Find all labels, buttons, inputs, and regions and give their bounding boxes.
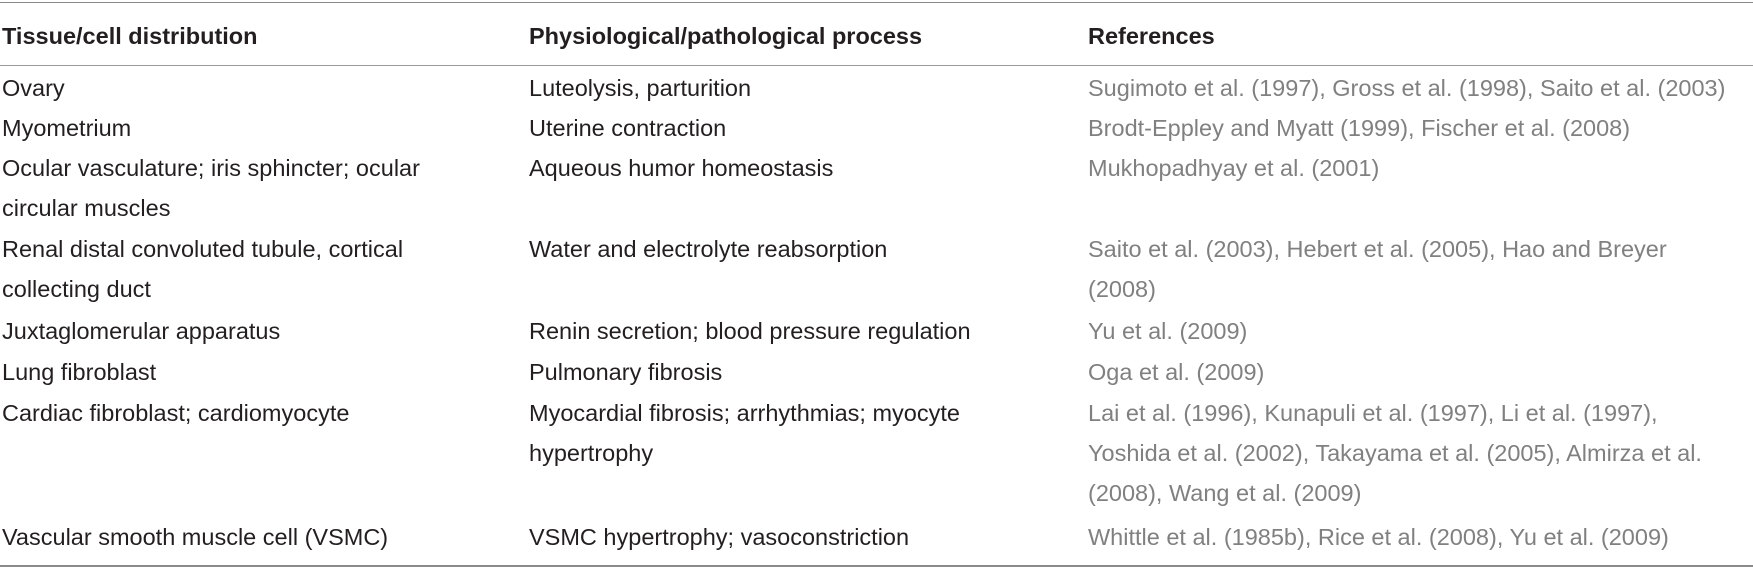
cell-line: Renal distal convoluted tubule, cortical [2, 236, 404, 262]
reference-line[interactable]: Yoshida et al. (2002), Takayama et al. (2005), Almirza et al. [1088, 440, 1702, 466]
header-tissue: Tissue/cell distribution [2, 23, 258, 49]
process-cell [529, 108, 1049, 148]
reference-line[interactable]: Mukhopadhyay et al. (2001) [1088, 155, 1380, 181]
process-cell [529, 517, 1049, 557]
tissue-cell [2, 148, 502, 228]
cell-line: circular muscles [2, 195, 171, 221]
process-cell [529, 68, 1049, 108]
references-cell [1088, 517, 1753, 557]
references-cell [1088, 68, 1753, 108]
references-cell [1088, 148, 1753, 188]
reference-line[interactable]: Yu et al. (2009) [1088, 318, 1248, 344]
reference-line[interactable]: Sugimoto et al. (1997), Gross et al. (1998), Saito et al. (2003) [1088, 75, 1726, 101]
reference-line[interactable]: Whittle et al. (1985b), Rice et al. (2008), Yu et al. (2009) [1088, 524, 1669, 550]
tissue-cell [2, 393, 502, 433]
references-cell [1088, 108, 1753, 148]
cell-line: Uterine contraction [529, 115, 727, 141]
cell-line: Cardiac fibroblast; cardiomyocyte [2, 400, 350, 426]
cell-line: Renin secretion; blood pressure regulation [529, 318, 971, 344]
references-cell [1088, 352, 1753, 392]
cell-line: Myometrium [2, 115, 132, 141]
process-cell [529, 393, 1049, 473]
process-cell [529, 311, 1049, 351]
cell-line: collecting duct [2, 276, 151, 302]
cell-line: Water and electrolyte reabsorption [529, 236, 888, 262]
process-cell [529, 229, 1049, 269]
reference-line[interactable]: Oga et al. (2009) [1088, 359, 1265, 385]
cell-line: Myocardial fibrosis; arrhythmias; myocyte [529, 400, 960, 426]
tissue-cell [2, 352, 502, 392]
table-header-rule [0, 65, 1753, 66]
reference-line[interactable]: Saito et al. (2003), Hebert et al. (2005), Hao and Breyer [1088, 236, 1667, 262]
tissue-cell [2, 108, 502, 148]
tissue-cell [2, 229, 502, 309]
tissue-cell [2, 68, 502, 108]
reference-line[interactable]: (2008) [1088, 276, 1156, 302]
reference-line[interactable]: (2008), Wang et al. (2009) [1088, 480, 1362, 506]
process-cell [529, 148, 1049, 188]
cell-line: Aqueous humor homeostasis [529, 155, 834, 181]
cell-line: Ocular vasculature; iris sphincter; ocular [2, 155, 420, 181]
references-cell [1088, 393, 1753, 513]
reference-line[interactable]: Lai et al. (1996), Kunapuli et al. (1997), Li et al. (1997), [1088, 400, 1658, 426]
cell-line: Juxtaglomerular apparatus [2, 318, 281, 344]
cell-line: Vascular smooth muscle cell (VSMC) [2, 524, 389, 550]
cell-line: Ovary [2, 75, 65, 101]
reference-line[interactable]: Brodt-Eppley and Myatt (1999), Fischer et al. (2008) [1088, 115, 1631, 141]
table-top-rule [0, 2, 1753, 3]
header-process: Physiological/pathological process [529, 23, 923, 49]
header-references: References [1088, 23, 1215, 49]
references-cell [1088, 311, 1753, 351]
tissue-cell [2, 311, 502, 351]
cell-line: hypertrophy [529, 440, 654, 466]
cell-line: VSMC hypertrophy; vasoconstriction [529, 524, 910, 550]
process-cell [529, 352, 1049, 392]
references-cell [1088, 229, 1753, 309]
cell-line: Pulmonary fibrosis [529, 359, 723, 385]
tissue-cell [2, 517, 502, 557]
cell-line: Luteolysis, parturition [529, 75, 752, 101]
cell-line: Lung fibroblast [2, 359, 157, 385]
